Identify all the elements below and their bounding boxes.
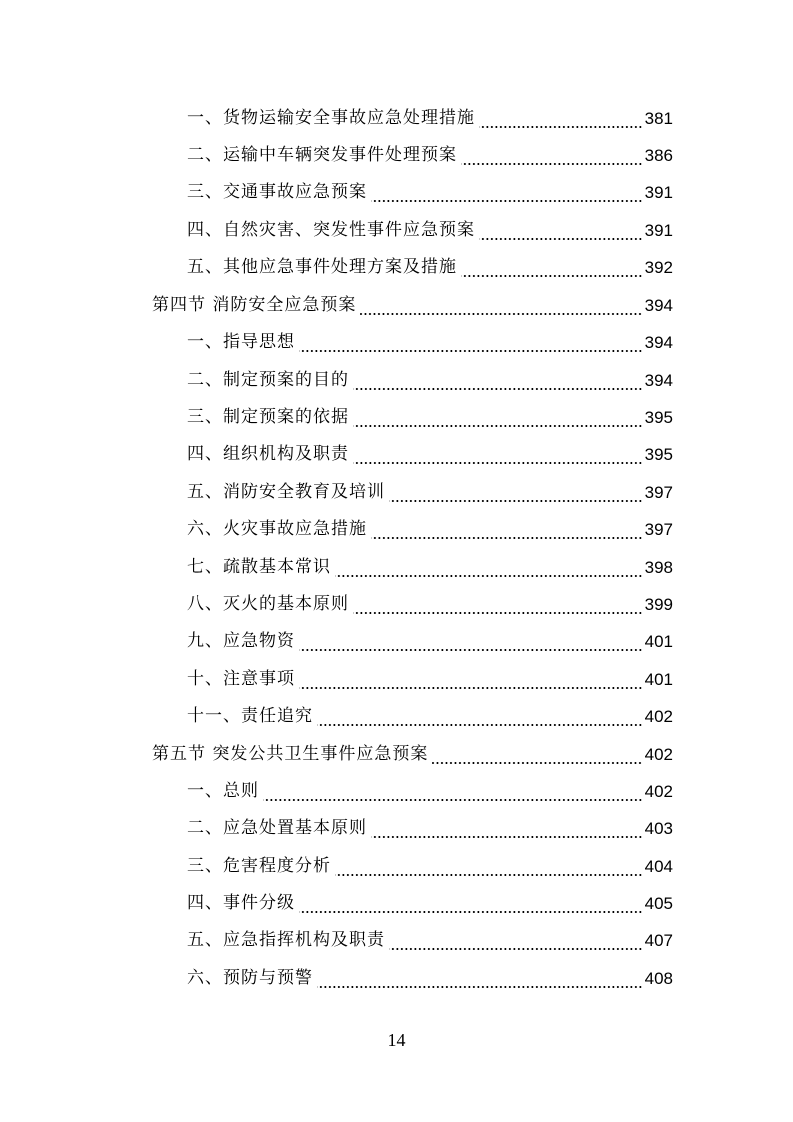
toc-entry-page: 401	[644, 670, 673, 689]
toc-entry-page: 386	[644, 146, 673, 165]
toc-entry-title: 四、自然灾害、突发性事件应急预案	[187, 220, 475, 240]
toc-dot-leader	[461, 260, 643, 278]
toc-entry[interactable]	[187, 511, 673, 548]
toc-entry-page: 408	[644, 969, 673, 988]
toc-dot-leader	[335, 859, 643, 877]
toc-dot-leader	[353, 410, 643, 428]
toc-dot-leader	[461, 148, 643, 166]
toc-entry-page: 395	[644, 445, 673, 464]
toc-entry-title: 五、其他应急事件处理方案及措施	[187, 257, 457, 277]
toc-entry-page: 391	[644, 221, 673, 240]
toc-entry[interactable]	[187, 324, 673, 361]
toc-entry-page: 399	[644, 595, 673, 614]
toc-entry[interactable]	[187, 249, 673, 286]
toc-entry[interactable]	[187, 100, 673, 137]
toc-entry-title: 十一、责任追究	[187, 706, 313, 726]
toc-entry-title: 一、指导思想	[187, 332, 295, 352]
toc-entry[interactable]	[187, 848, 673, 885]
toc-entry[interactable]	[187, 623, 673, 660]
toc-entry[interactable]	[187, 362, 673, 399]
toc-entry[interactable]	[187, 436, 673, 473]
toc-dot-leader	[479, 223, 643, 241]
toc-entry-title: 九、应急物资	[187, 631, 295, 651]
toc-dot-leader	[371, 821, 643, 839]
toc-entry-page: 407	[644, 931, 673, 950]
toc-entry-title: 二、运输中车辆突发事件处理预案	[187, 145, 457, 165]
toc-entry-page: 394	[644, 333, 673, 352]
toc-dot-leader	[299, 896, 643, 914]
toc-entry-page: 381	[644, 109, 673, 128]
toc-entry-title: 四、事件分级	[187, 893, 295, 913]
toc-dot-leader	[371, 522, 643, 540]
toc-entry[interactable]	[187, 773, 673, 810]
toc-entry-page: 402	[644, 782, 673, 801]
toc-dot-leader	[479, 111, 643, 129]
toc-entry-title: 一、总则	[187, 781, 259, 801]
toc-entry[interactable]	[187, 474, 673, 511]
toc-entry-page: 402	[644, 745, 673, 764]
toc-entry-page: 394	[644, 296, 673, 315]
toc-entry[interactable]	[187, 885, 673, 922]
toc-dot-leader	[353, 447, 643, 465]
toc-entry-title: 二、应急处置基本原则	[187, 818, 367, 838]
toc-entry-page: 403	[644, 819, 673, 838]
toc-dot-leader	[432, 747, 642, 765]
toc-entry-page: 405	[644, 894, 673, 913]
toc-entry-title: 五、应急指挥机构及职责	[187, 930, 385, 950]
toc-entry-title: 三、危害程度分析	[187, 856, 331, 876]
toc-dot-leader	[299, 335, 643, 353]
toc-entry-title: 六、预防与预警	[187, 968, 313, 988]
toc-entry-title: 第四节 消防安全应急预案	[152, 295, 357, 315]
toc-dot-leader	[360, 298, 642, 316]
toc-entry-page: 391	[644, 183, 673, 202]
toc-entry-title: 三、交通事故应急预案	[187, 182, 367, 202]
toc-dot-leader	[371, 185, 643, 203]
toc-entry-page: 395	[644, 408, 673, 427]
toc-entry[interactable]	[187, 698, 673, 735]
toc-entry[interactable]	[187, 399, 673, 436]
toc-entry-page: 394	[644, 371, 673, 390]
toc-entry[interactable]	[187, 212, 673, 249]
toc-entry[interactable]	[187, 137, 673, 174]
toc-dot-leader	[317, 709, 643, 727]
toc-section-entry[interactable]	[152, 736, 673, 773]
toc-entry[interactable]	[187, 174, 673, 211]
toc-entry-page: 392	[644, 258, 673, 277]
toc-entry-title: 七、疏散基本常识	[187, 557, 331, 577]
toc-dot-leader	[335, 560, 643, 578]
toc-entry-title: 第五节 突发公共卫生事件应急预案	[152, 744, 429, 764]
toc-entry-title: 四、组织机构及职责	[187, 444, 349, 464]
toc-dot-leader	[317, 971, 643, 989]
toc-entry-page: 404	[644, 857, 673, 876]
toc-section-entry[interactable]	[152, 287, 673, 324]
page-number: 14	[387, 1030, 406, 1050]
toc-entry-page: 397	[644, 483, 673, 502]
toc-entry[interactable]	[187, 549, 673, 586]
toc-entry[interactable]	[187, 810, 673, 847]
toc-entry-title: 一、货物运输安全事故应急处理措施	[187, 108, 475, 128]
toc-entry-title: 二、制定预案的目的	[187, 370, 349, 390]
toc-entry-title: 六、火灾事故应急措施	[187, 519, 367, 539]
toc-entry-title: 五、消防安全教育及培训	[187, 482, 385, 502]
toc-dot-leader	[299, 672, 643, 690]
toc-dot-leader	[389, 933, 643, 951]
toc-dot-leader	[353, 373, 643, 391]
toc-dot-leader	[389, 485, 643, 503]
toc-entry[interactable]	[187, 661, 673, 698]
toc-entry-page: 397	[644, 520, 673, 539]
toc-dot-leader	[299, 634, 643, 652]
toc-entry[interactable]	[187, 586, 673, 623]
toc-dot-leader	[263, 784, 643, 802]
toc-entry-page: 402	[644, 707, 673, 726]
toc-entry-title: 十、注意事项	[187, 669, 295, 689]
toc-dot-leader	[353, 597, 643, 615]
toc-entry[interactable]	[187, 960, 673, 997]
toc-entry-page: 398	[644, 558, 673, 577]
toc-entry-title: 八、灭火的基本原则	[187, 594, 349, 614]
toc-entry-title: 三、制定预案的依据	[187, 407, 349, 427]
toc-entry[interactable]	[187, 922, 673, 959]
toc-entry-page: 401	[644, 632, 673, 651]
